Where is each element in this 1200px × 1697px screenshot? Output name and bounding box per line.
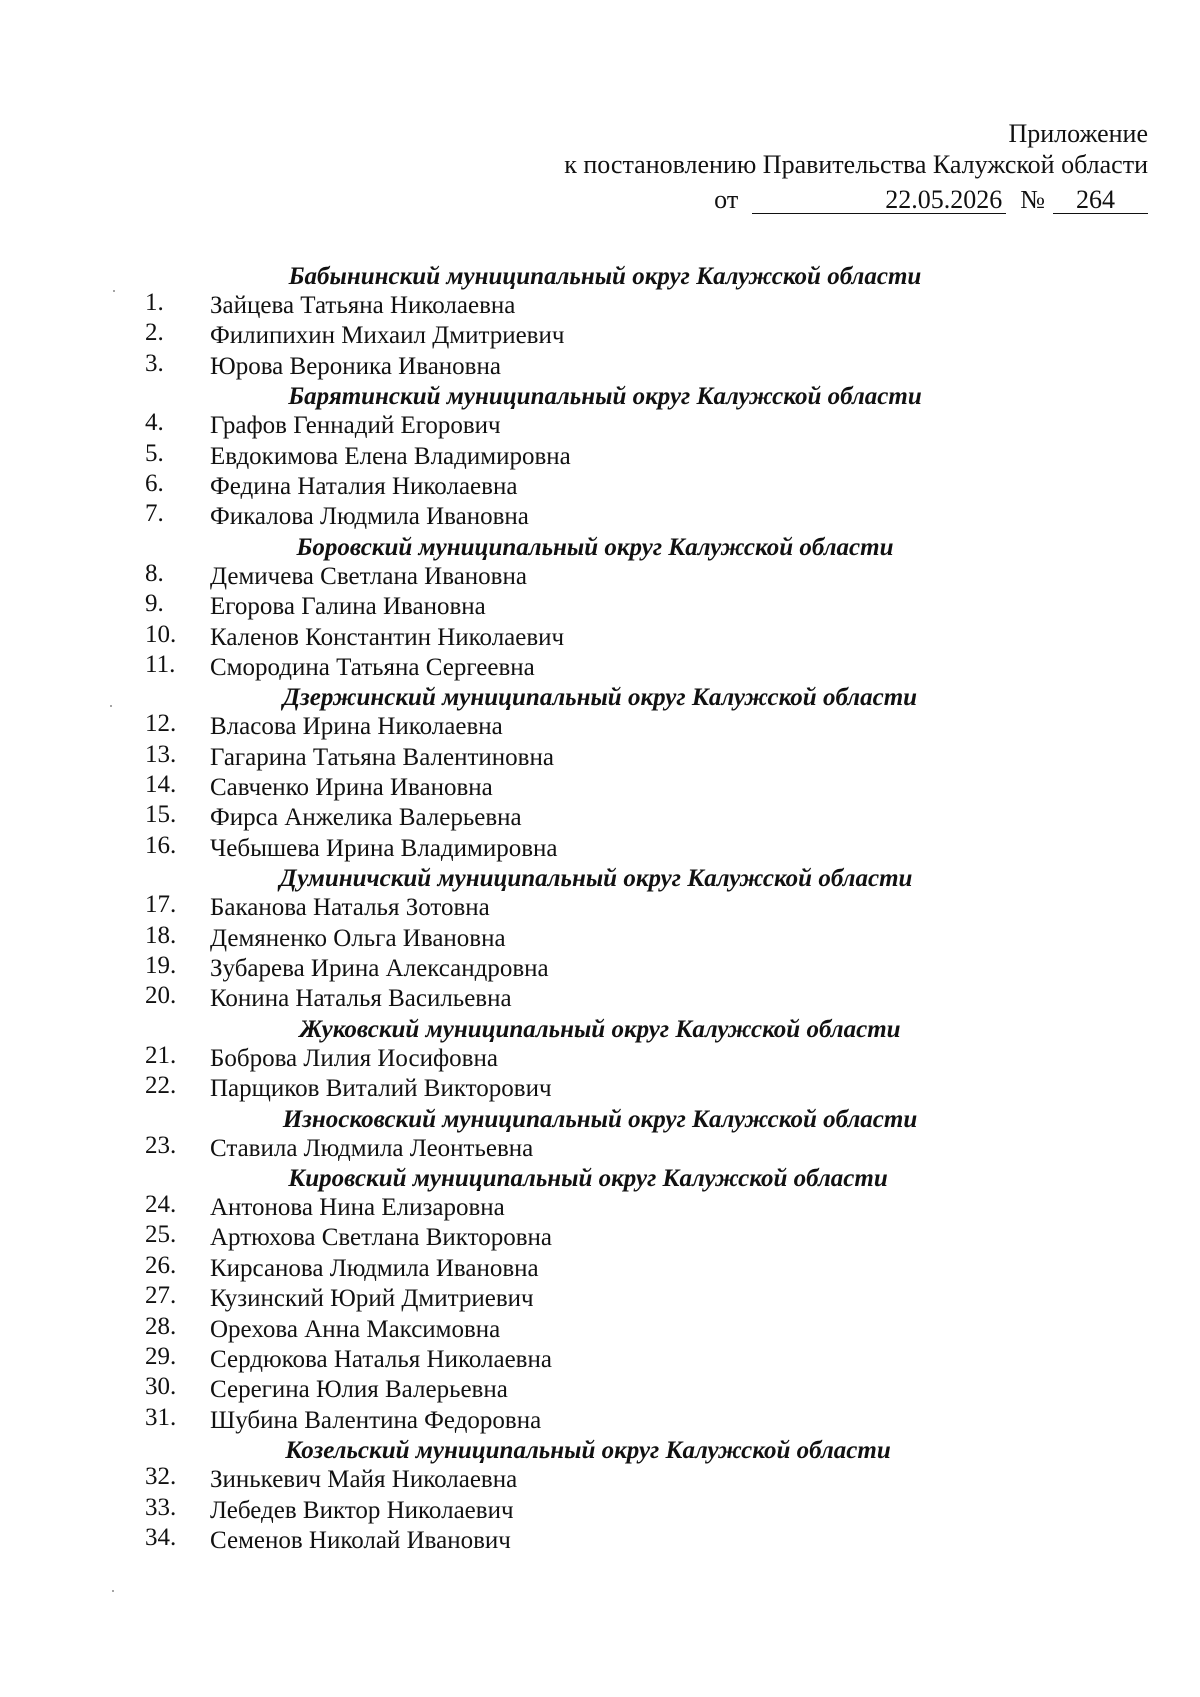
appendix-header [564, 118, 1148, 215]
list-item-name: Чебышева Ирина Владимировна [210, 834, 558, 862]
list-item-name: Антонова Нина Елизаровна [210, 1193, 505, 1221]
appendix-title: Приложение [1008, 119, 1148, 148]
people-list [0, 262, 1200, 1556]
district-title: Дзержинский муниципальный округ Калужской области [282, 684, 918, 712]
district-title: Думиничский муниципальный округ Калужской области [279, 865, 913, 893]
district-section [0, 382, 1200, 533]
list-item [0, 712, 1200, 742]
list-item-name: Конина Наталья Васильевна [210, 985, 512, 1013]
list-item-name: Артюхова Светлана Викторовна [210, 1224, 552, 1252]
district-section [0, 1164, 1200, 1436]
list-item-number: 17. [145, 891, 177, 919]
district-title: Боровский муниципальный округ Калужской области [296, 533, 894, 561]
list-item-number: 15. [145, 801, 177, 829]
list-item [0, 1465, 1200, 1495]
resolution-date-number-row [564, 184, 1148, 215]
list-item-number: 19. [145, 952, 177, 980]
list-item-name: Кузинский Юрий Дмитриевич [210, 1285, 534, 1313]
list-item [0, 921, 1200, 954]
list-item-number: 25. [145, 1221, 177, 1249]
list-item-number: 30. [145, 1373, 177, 1401]
list-item [0, 773, 1200, 803]
list-item [0, 1403, 1200, 1436]
list-item-number: 7. [145, 500, 164, 528]
district-section [0, 262, 1200, 382]
list-item [0, 1223, 1200, 1253]
list-item-number: 22. [145, 1072, 177, 1100]
list-item-number: 1. [145, 289, 164, 316]
list-item [0, 1251, 1200, 1284]
list-item [0, 349, 1200, 382]
list-item [0, 291, 1200, 321]
list-item-name: Савченко Ирина Ивановна [210, 774, 493, 802]
resolution-number: 264 [1053, 187, 1148, 214]
list-item-name: Серегина Юлия Валерьевна [210, 1376, 508, 1404]
list-item [0, 893, 1200, 923]
list-item-name: Фикалова Людмила Ивановна [210, 503, 529, 531]
list-item [0, 1342, 1200, 1375]
list-item-number: 4. [145, 409, 164, 437]
list-item [0, 1041, 1200, 1074]
list-item-name: Власова Ирина Николаевна [210, 713, 503, 741]
list-item-name: Федина Наталия Николаевна [210, 472, 518, 500]
district-section [0, 1015, 1200, 1105]
list-item-name: Парщиков Виталий Викторович [210, 1075, 552, 1103]
list-item [0, 650, 1200, 683]
list-item-name: Зинькевич Майя Николаевна [210, 1466, 518, 1494]
list-item [0, 1523, 1200, 1556]
district-title: Козельский муниципальный округ Калужской области [285, 1437, 891, 1465]
list-item-number: 6. [145, 469, 164, 497]
list-item [0, 620, 1200, 653]
list-item [0, 831, 1200, 864]
list-item-number: 2. [145, 319, 164, 347]
list-item-name: Графов Геннадий Егорович [210, 412, 501, 440]
list-item [0, 954, 1200, 984]
list-item-number: 12. [145, 710, 177, 738]
list-item-name: Евдокимова Елена Владимировна [210, 442, 571, 470]
list-item [0, 984, 1200, 1014]
list-item [0, 1493, 1200, 1526]
district-section [0, 1436, 1200, 1556]
list-item-number: 34. [145, 1523, 177, 1551]
list-item-number: 16. [145, 831, 177, 859]
list-item-name: Гагарина Татьяна Валентиновна [210, 743, 554, 771]
list-item-name: Боброва Лилия Иосифовна [210, 1044, 498, 1072]
list-item-number: 8. [145, 559, 164, 587]
list-item-name: Кирсанова Людмила Ивановна [210, 1254, 539, 1282]
scan-speck [112, 1590, 114, 1592]
list-item-number: 5. [145, 439, 164, 467]
list-item-name: Сердюкова Наталья Николаевна [210, 1345, 552, 1373]
list-item-name: Ставила Людмила Леонтьевна [210, 1134, 534, 1162]
list-item-number: 27. [145, 1282, 177, 1310]
list-item-name: Шубина Валентина Федоровна [210, 1406, 542, 1434]
list-item-name: Лебедев Виктор Николаевич [210, 1496, 514, 1524]
list-item-number: 32. [145, 1463, 177, 1491]
list-item-name: Орехова Анна Максимовна [210, 1315, 501, 1343]
district-title: Барятинский муниципальный округ Калужской области [288, 383, 922, 411]
list-item [0, 411, 1200, 441]
district-section [0, 533, 1200, 684]
list-item-number: 23. [145, 1131, 177, 1159]
list-item-name: Демяненко Ольга Ивановна [210, 924, 506, 952]
list-item-number: 33. [145, 1493, 177, 1521]
list-item [0, 1375, 1200, 1405]
list-item-name: Смородина Татьяна Сергеевна [210, 653, 535, 681]
list-item-name: Баканова Наталья Зотовна [210, 894, 490, 922]
list-item [0, 502, 1200, 532]
list-item-number: 3. [145, 349, 164, 377]
district-section [0, 683, 1200, 864]
list-item-name: Каленов Константин Николаевич [210, 623, 565, 651]
list-item-name: Семенов Николай Иванович [210, 1526, 511, 1554]
district-title: Бабынинский муниципальный округ Калужской области [288, 263, 922, 290]
list-item-name: Зубарева Ирина Александровна [210, 955, 549, 983]
list-item [0, 1074, 1200, 1104]
list-item [0, 1284, 1200, 1314]
scan-speck [113, 290, 115, 292]
list-item-name: Егорова Галина Ивановна [210, 593, 486, 621]
list-item [0, 439, 1200, 472]
list-item-number: 28. [145, 1312, 177, 1340]
list-item-name: Юрова Вероника Ивановна [210, 352, 501, 380]
district-section [0, 864, 1200, 1015]
list-item [0, 469, 1200, 502]
district-title: Жуковский муниципальный округ Калужской области [299, 1015, 901, 1043]
list-item-name: Демичева Светлана Ивановна [210, 562, 527, 590]
list-item-number: 14. [145, 771, 177, 799]
list-item-number: 26. [145, 1251, 177, 1279]
list-item-number: 9. [145, 590, 164, 618]
list-item-name: Филипихин Михаил Дмитриевич [210, 322, 565, 350]
district-title: Износковский муниципальный округ Калужской области [282, 1105, 918, 1133]
list-item-number: 18. [145, 921, 177, 949]
district-section [0, 1105, 1200, 1164]
list-item-number: 13. [145, 740, 177, 768]
list-item [0, 1312, 1200, 1345]
list-item [0, 559, 1200, 592]
list-item-number: 11. [145, 650, 176, 678]
list-item [0, 1190, 1200, 1223]
list-item [0, 803, 1200, 833]
date-prefix: от [714, 185, 739, 214]
list-item-number: 31. [145, 1403, 177, 1431]
list-item [0, 1131, 1200, 1164]
list-item-name: Фирса Анжелика Валерьевна [210, 804, 522, 832]
appendix-subtitle: к постановлению Правительства Калужской области [564, 150, 1148, 179]
list-item [0, 740, 1200, 773]
list-item-number: 29. [145, 1342, 177, 1370]
scan-speck [110, 705, 112, 707]
list-item-name: Зайцева Татьяна Николаевна [210, 292, 516, 319]
list-item [0, 321, 1200, 351]
list-item-number: 21. [145, 1041, 177, 1069]
list-item-number: 20. [145, 982, 177, 1010]
list-item [0, 592, 1200, 622]
list-item-number: 10. [145, 620, 177, 648]
number-sign: № [1020, 185, 1045, 214]
resolution-date: 22.05.2026 [752, 187, 1006, 214]
district-title: Кировский муниципальный округ Калужской области [288, 1164, 888, 1192]
list-item-number: 24. [145, 1190, 177, 1218]
